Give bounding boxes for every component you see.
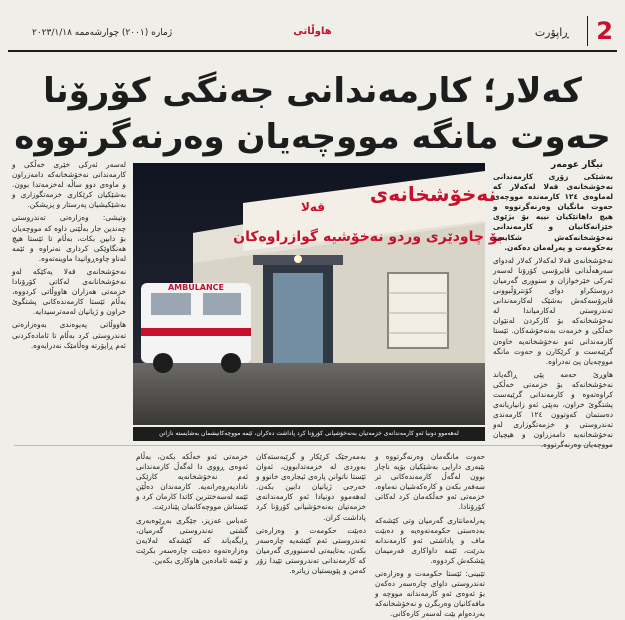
column-5-para-1: لەسەر ئەرکی خێری خەڵکی و کارمەندانی نەخۆشخانەکە دامەزراون و ماوەی دوو ساڵە لەخزمەتدا بوون. بەشێکیان کرێکاری خزمەتگوزاری و بەشێکیشیان پەرستار و پزیشکن. [12,160,126,210]
column-1-para-1: بەشێکی زۆری کارمەندانی نەخۆشخانەی قەلا لەکەلار کە لەماوەی ١٢٤ کارمەندە مووچەی حەوت مانگیان وەرنەگرتووە و هیچ داهاتێکیان نییە بۆ بژێوی خێزانەکانیان و کارمەندانی نەخۆشخانەکەش شکایەت بەحکومەت و پەرلەمان دەکەن. [493,172,613,252]
byline: نیگار عومەر [551,160,603,170]
column-3-para-2: دەبێت حکومەت و وەزارەتی تەندروستی ئەم کێشەیە چارەسەر بکەن، بەتایبەتی لەسنووری گەرمیان کە کارمەندانی تەندروستی تێیدا زۆر کەمن و پێویستیان زیاترە. [256,525,366,576]
page-number: 2 [587,16,613,46]
ambulance-label: AMBULANCE [167,283,225,292]
section-label: ڕاپۆرت [534,26,569,39]
hospital-photo [133,163,503,425]
column-1-para-3: هاوڕێ حەمە پێی ڕاگەیاند نەخۆشخانەکە بۆ خزمەتی خەڵکی کراوەتەوە و کارمەندانی گرێبەست پشتگوێ خراون، بەپێی ئەو زانیاریانەی دەستمان کەوتوون ١٢٤ کارمەندی تەندروستی و خزمەتگوزاری لەو نەخۆشخانەیە دامەزراون و هیچیان مووچەیان وەرنەگرتووە. [493,369,613,450]
sign-title: نەخۆشخانەی [369,182,497,206]
column-1 [493,172,613,612]
column-1-para-2: نەخۆشخانەی قەلا لەکەلار کەلار لەدوای سەرهەڵدانی ڤایرۆسی کۆرۆنا لەسەر ئەرکی خێرخوازان و سنووری گەرمیان دروستکراو دوای کۆنترۆڵبوونی ڤایرۆسەکەش بەشێک لەکارمەندانی تەندروستی لەکارمیاندا لە نەخۆشخانەکە بۆ کارکردن لەنێوان خەڵکی و خزمەت بەنەخۆشەکان. ئێستا کارمەندانی ئەو نەخۆشخانەیە خاوەن گرێبەست و کرێکارن و حەوت مانگە مووچەیان پێ نەدراوە. [493,255,613,366]
headline [10,68,615,160]
hospital-photo-art [133,163,503,425]
column-2 [375,452,485,619]
headline-line-2: حەوت مانگە مووچەیان وەرنەگرتووە [14,117,611,157]
column-3-para-1: بەمەرجێک کرێکار و گرێبەستەکان بەوردی لە خزمەتدابوون، ئەوان ئێستا ناتوانن پارەی ئیجارەی خانوو و خەرجی ژیانیان دابین بکەن. لەهەموو دونیادا ئەو کارمەندانەی خزمەتیان بەنەخۆشیانی کۆرۆنا کرد پاداشت کران. [256,452,366,522]
ambulance [141,283,251,373]
issue-date: ژمارە (٢٠٠١) چوارشەممە ٢٠٢٣/١/١٨ [32,28,173,38]
column-4-para-1: خزمەتی ئەو خەڵکە بکەن، بەڵام ئەوەی ڕووی دا لەگەڵ کارمەندانی ئەم نەخۆشخانەیە کارێکی نادادپەروەرانەیە. کارمەندان دەڵێن ئێمە لەسەختترین کاتدا کارمان کرد و ئێستاش مووچەکانمان پێنادرێت. [136,452,248,512]
column-5-para-2: وتیشی: وەزارەتی تەندروستی چەندین جار بەڵێنی داوە کە مووچەیان بۆ دابین بکات، بەڵام تا ئێستا هیچ هەنگاوێکی کرداری نەنراوە و ئێمە لەناو چاوەڕوانیدا ماوینەتەوە. [12,213,126,263]
page-header [8,6,617,52]
column-5-para-3: نەخۆشخانەی قەلا یەکێکە لەو نەخۆشخانانەی لەکاتی کۆرۆنادا خزمەتی هەزاران هاووڵاتی کردووە، بەڵام ئێستا کارمەندەکانی پشتگوێ خراون و ژیانیان لەمەترسیدایە. [12,266,126,317]
column-3 [256,452,366,612]
column-4-para-2: عەباس عەزیز، جێگری بەڕێوەبەری گشتی تەندروستی گەرمیان، ڕایگەیاند کە کێشەکە لەلایەن وەزارەتەوە دەبێت چارەسەر بکرێت و ئێمە ئامادەین هاوکاری بکەین. [136,515,248,565]
column-2-para-3: تێبینی: ئێستا حکومەت و وەزارەتی تەندروستی داوای چارەسەر دەکەن بۆ ئەوەی ئەو کارمەندانە مووچە و مافەکانیان وەربگرن و نەخۆشخانەکە بەردەوام بێت لەسەر کارەکانی. [375,569,485,619]
masthead-logo: هاوڵاتی [293,26,332,37]
column-5 [12,160,126,612]
column-2-para-2: پەرلەمانتاری گەرمیان وتی کێشەکە بەدەستی حکومەتەوەیە و دەبێت ماف و پاداشتی ئەو کارمەندانە بدرێت، ئێمە داواکاری فەرمیمان پێشکەش کردووە. [375,515,485,565]
sign-subtitle: بۆ چاودێری وردو نەخۆشیە گوازراوەکان [233,229,503,245]
headline-line-1: کەلار؛ کارمەندانی جەنگی کۆرۆنا [43,71,582,111]
column-2-para-1: حەوت مانگەمان وەرنەگرتووە و بێبەری دارایی بەشێکیان بۆیە ناچار بوون لەگەڵ کارمەندەکانی تر سەفەر بکەن و کارەکەشیان نەماوە، خزمەتی ئەو خەڵکەمان کرد لەکاتی کۆرۆنادا. [375,452,485,512]
photo-caption: لەهەموو دونیا ئەو کارمەندانەی خزمەتیان بەنەخۆشیانی کۆرۆنا کرد پاداشت دەکران، ئێمە مووچەکانیشمان بەشایستە نازانن [133,427,485,441]
column-5-para-4: هاووڵاتی پەیوەندی بەوەزارەتی تەندروستی کرد بەڵام تا ئامادەکردنی ئەم ڕاپۆرتە وەڵامێک نەدرایەوە. [12,320,126,350]
sign-city: قەلا [300,200,326,214]
column-4 [136,452,248,612]
